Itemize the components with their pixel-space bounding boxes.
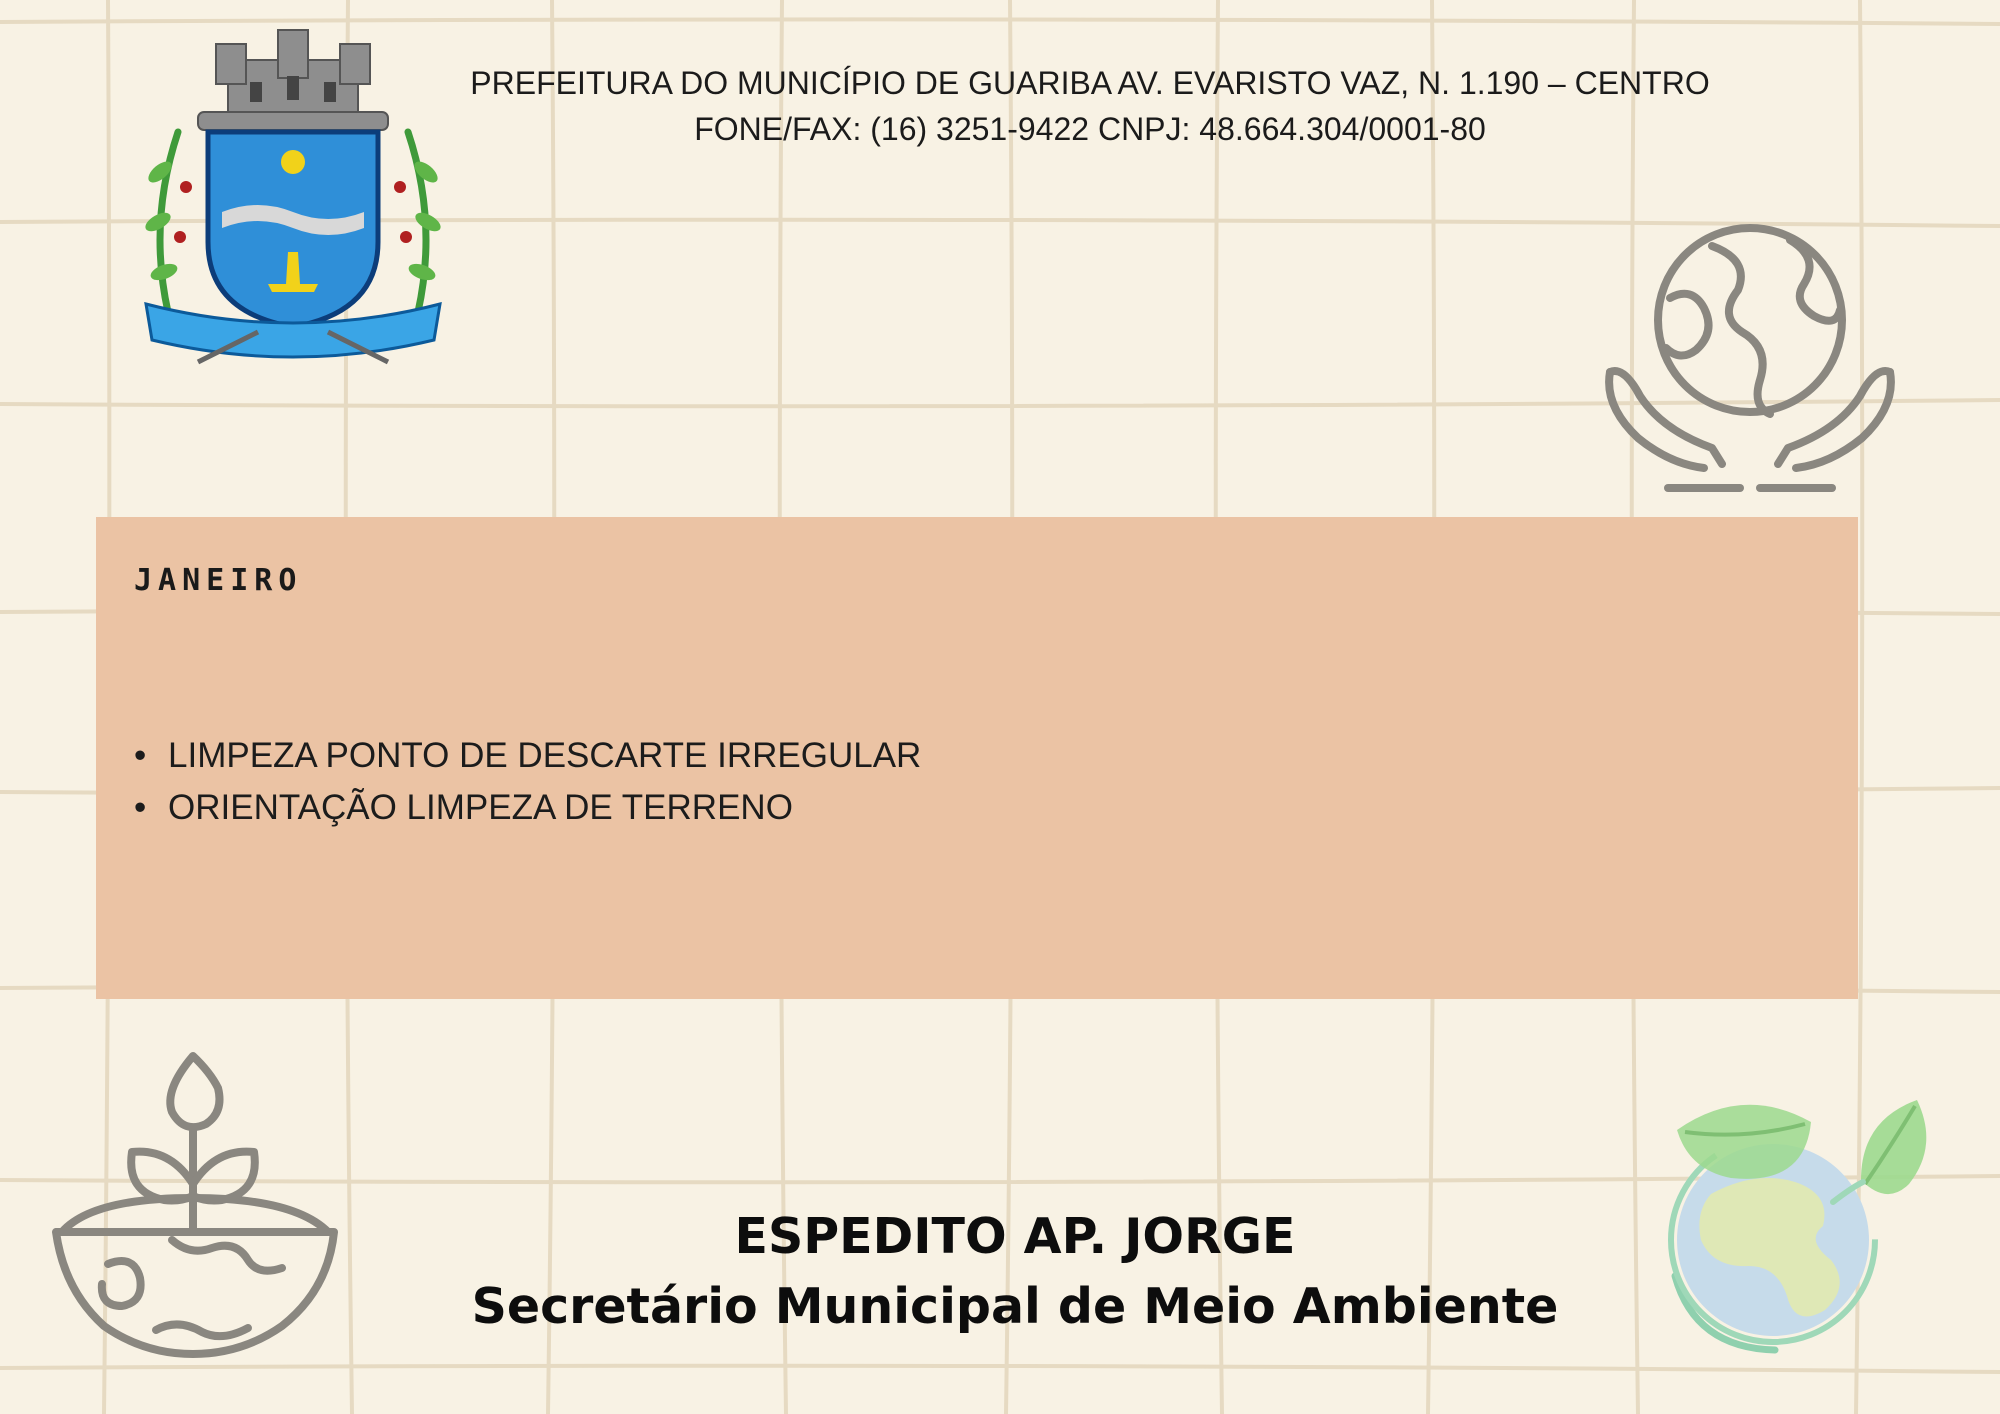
activity-item: • LIMPEZA PONTO DE DESCARTE IRREGULAR	[134, 730, 921, 782]
globe-in-hands-icon	[1600, 220, 1900, 495]
header-address-line: PREFEITURA DO MUNICÍPIO DE GUARIBA AV. EVARISTO VAZ, N. 1.190 – CENTRO	[470, 65, 1710, 101]
activities-list	[134, 730, 921, 834]
signature-block	[400, 1202, 1630, 1342]
plant-growing-from-earth-icon	[52, 1050, 338, 1360]
earth-with-leaves-icon	[1655, 1090, 1945, 1365]
activity-item: • ORIENTAÇÃO LIMPEZA DE TERRENO	[134, 782, 921, 834]
month-label: JANEIRO	[134, 563, 303, 598]
municipality-header	[440, 60, 1740, 152]
signatory-name: ESPEDITO AP. JORGE	[734, 1208, 1296, 1265]
activities-panel	[96, 517, 1858, 999]
municipal-coat-of-arms-icon	[138, 22, 448, 372]
header-contact-line: FONE/FAX: (16) 3251-9422 CNPJ: 48.664.304/0001-80	[694, 111, 1486, 147]
signatory-role: Secretário Municipal de Meio Ambiente	[471, 1278, 1559, 1335]
